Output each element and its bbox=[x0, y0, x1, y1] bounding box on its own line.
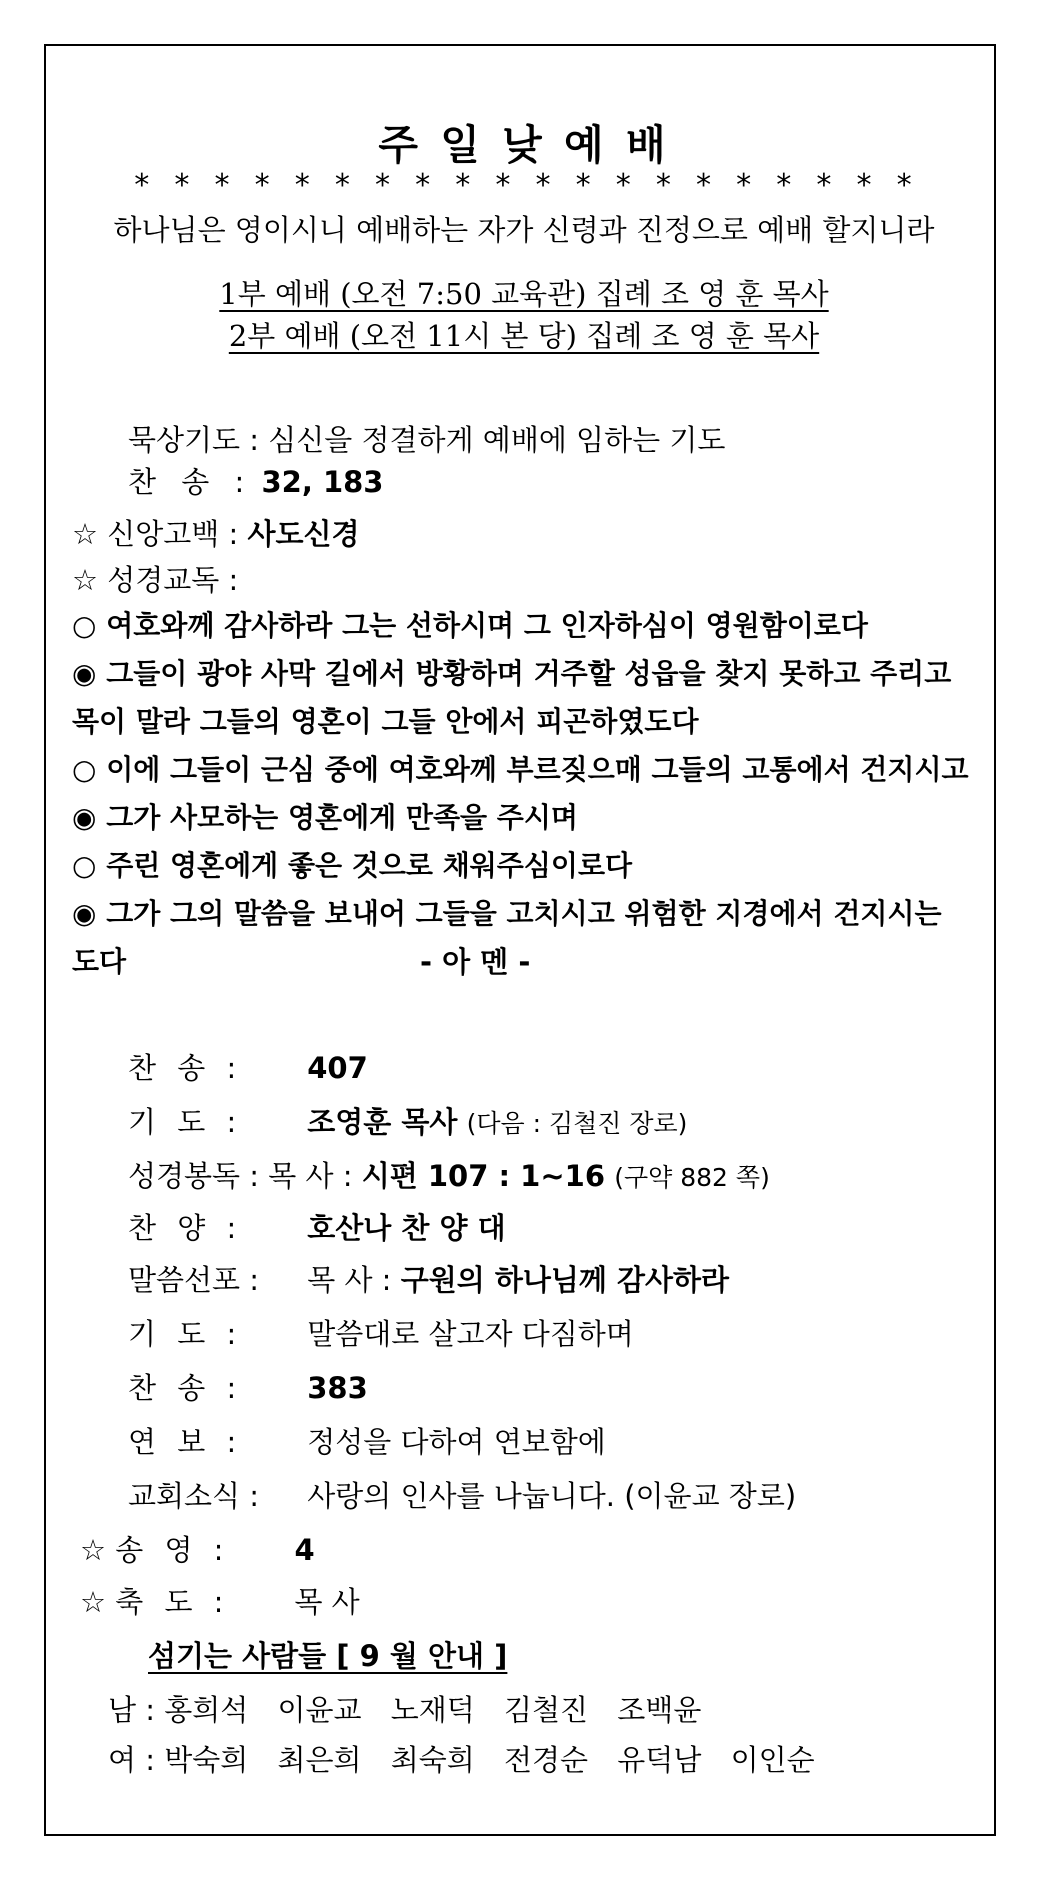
meditation-row bbox=[128, 418, 725, 459]
reading-text: 도다 bbox=[72, 945, 127, 978]
usher-name: 노재덕 bbox=[390, 1693, 475, 1727]
benediction-value: 목 사 bbox=[294, 1585, 360, 1619]
reading-line bbox=[72, 604, 868, 644]
doxology-value: 4 bbox=[294, 1533, 315, 1567]
prayer-label: 기 도 : bbox=[128, 1105, 243, 1139]
hymn2-label: 찬 송 : bbox=[128, 1051, 243, 1085]
page-title: 주 일 낮 예 배 bbox=[378, 121, 670, 169]
prayer2-label: 기 도 : bbox=[128, 1317, 243, 1351]
hymn1-label: 찬 송 : bbox=[128, 465, 253, 499]
women-row bbox=[108, 1738, 835, 1779]
sermon-label: 말씀선포 : bbox=[128, 1263, 260, 1297]
star-icon: ☆ bbox=[80, 1585, 106, 1619]
star-icon: ☆ bbox=[72, 563, 98, 597]
leader-mark: ○ bbox=[72, 753, 97, 786]
meditation-value: 심신을 정결하게 예배에 임하는 기도 bbox=[268, 423, 726, 457]
ushers-title: 섬기는 사람들 [ 9 월 안내 ] bbox=[148, 1639, 508, 1673]
offering-row bbox=[128, 1420, 606, 1461]
doxology-row bbox=[80, 1528, 315, 1569]
hymn3-value: 383 bbox=[307, 1371, 368, 1405]
anthem-value: 호산나 찬 양 대 bbox=[307, 1211, 506, 1245]
anthem-row bbox=[128, 1206, 506, 1247]
usher-name: 유덕남 bbox=[617, 1743, 702, 1777]
reading-text: 그가 사모하는 영혼에게 만족을 주시며 bbox=[106, 801, 578, 834]
reading-line bbox=[72, 892, 942, 932]
reading-line bbox=[72, 748, 969, 788]
women-label: 여 : bbox=[108, 1743, 156, 1777]
verse-line: 하나님은 영이시니 예배하는 자가 신령과 진정으로 예배 할지니라 bbox=[113, 213, 935, 247]
scripture-row bbox=[128, 1154, 770, 1195]
news-row bbox=[128, 1474, 796, 1515]
sermon-row bbox=[128, 1258, 729, 1299]
hymn3-row bbox=[128, 1366, 368, 1407]
usher-name: 홍희석 bbox=[164, 1693, 249, 1727]
offering-value: 정성을 다하여 연보함에 bbox=[307, 1425, 606, 1459]
star-icon: ☆ bbox=[80, 1533, 106, 1567]
reading-line bbox=[72, 940, 126, 980]
people-mark: ◉ bbox=[72, 897, 97, 930]
reading-text: 목이 말라 그들의 영혼이 그들 안에서 피곤하였도다 bbox=[72, 705, 699, 738]
hymn2-row bbox=[128, 1046, 368, 1087]
people-mark: ◉ bbox=[72, 657, 97, 690]
hymn1-row bbox=[128, 460, 383, 501]
amen-text: - 아 멘 - bbox=[420, 945, 531, 979]
sermon-pre: 목 사 : bbox=[307, 1263, 392, 1297]
news-label: 교회소식 : bbox=[128, 1479, 260, 1513]
reading-row bbox=[72, 558, 238, 599]
creed-value: 사도신경 bbox=[247, 517, 360, 551]
usher-name: 김철진 bbox=[504, 1693, 589, 1727]
leader-mark: ○ bbox=[72, 849, 97, 882]
reading-text: 그가 그의 말씀을 보내어 그들을 고치시고 위험한 지경에서 건지시는 bbox=[106, 897, 942, 930]
scripture-pre: 목 사 : bbox=[268, 1159, 353, 1193]
hymn3-label: 찬 송 : bbox=[128, 1371, 243, 1405]
reading-text: 이에 그들이 근심 중에 여호와께 부르짖으매 그들의 고통에서 건지시고 bbox=[106, 753, 969, 786]
service-second: 2부 예배 (오전 11시 본 당) 집례 조 영 훈 목사 bbox=[228, 319, 820, 353]
men-label: 남 : bbox=[108, 1693, 156, 1727]
anthem-label: 찬 양 : bbox=[128, 1211, 243, 1245]
doxology-label: 송 영 : bbox=[115, 1533, 230, 1567]
benediction-row bbox=[80, 1580, 360, 1621]
reading-text: 주린 영혼에게 좋은 것으로 채워주심이로다 bbox=[106, 849, 633, 882]
usher-name: 전경순 bbox=[504, 1743, 589, 1777]
reading-text: 그들이 광야 사막 길에서 방황하며 거주할 성읍을 찾지 못하고 주리고 bbox=[106, 657, 952, 690]
creed-label: 신앙고백 : bbox=[107, 517, 239, 551]
scripture-extra: (구약 882 쪽) bbox=[614, 1163, 770, 1192]
star-divider: * * * * * * * * * * * * * * * * * * * * bbox=[132, 168, 916, 203]
meditation-label: 묵상기도 : bbox=[128, 423, 260, 457]
men-row bbox=[108, 1688, 721, 1729]
usher-name: 조백윤 bbox=[617, 1693, 702, 1727]
scripture-value: 시편 107 : 1~16 bbox=[361, 1159, 606, 1193]
news-value: 사랑의 인사를 나눕니다. (이윤교 장로) bbox=[307, 1479, 797, 1513]
hymn1-value: 32, 183 bbox=[261, 465, 384, 499]
star-icon: ☆ bbox=[72, 517, 98, 551]
service-first: 1부 예배 (오전 7:50 교육관) 집례 조 영 훈 목사 bbox=[219, 277, 829, 311]
prayer-row bbox=[128, 1100, 687, 1141]
benediction-label: 축 도 : bbox=[115, 1585, 230, 1619]
usher-name: 이인순 bbox=[730, 1743, 815, 1777]
offering-label: 연 보 : bbox=[128, 1425, 243, 1459]
prayer-value: 조영훈 목사 bbox=[307, 1105, 458, 1139]
reading-line bbox=[72, 652, 951, 692]
reading-line bbox=[72, 844, 632, 884]
prayer2-row bbox=[128, 1312, 634, 1353]
prayer-extra: (다음 : 김철진 장로) bbox=[466, 1109, 688, 1138]
reading-text: 여호와께 감사하라 그는 선하시며 그 인자하심이 영원함이로다 bbox=[106, 609, 868, 642]
people-mark: ◉ bbox=[72, 801, 97, 834]
creed-row bbox=[72, 512, 360, 553]
usher-name: 최은희 bbox=[277, 1743, 362, 1777]
usher-name: 최숙희 bbox=[390, 1743, 475, 1777]
reading-line bbox=[72, 700, 699, 740]
reading-line bbox=[72, 796, 578, 836]
usher-name: 이윤교 bbox=[277, 1693, 362, 1727]
sermon-value: 구원의 하나님께 감사하라 bbox=[400, 1263, 730, 1297]
leader-mark: ○ bbox=[72, 609, 97, 642]
reading-label: 성경교독 : bbox=[107, 563, 239, 597]
prayer2-value: 말씀대로 살고자 다짐하며 bbox=[307, 1317, 634, 1351]
usher-name: 박숙희 bbox=[164, 1743, 249, 1777]
scripture-label: 성경봉독 : bbox=[128, 1159, 260, 1193]
hymn2-value: 407 bbox=[307, 1051, 368, 1085]
